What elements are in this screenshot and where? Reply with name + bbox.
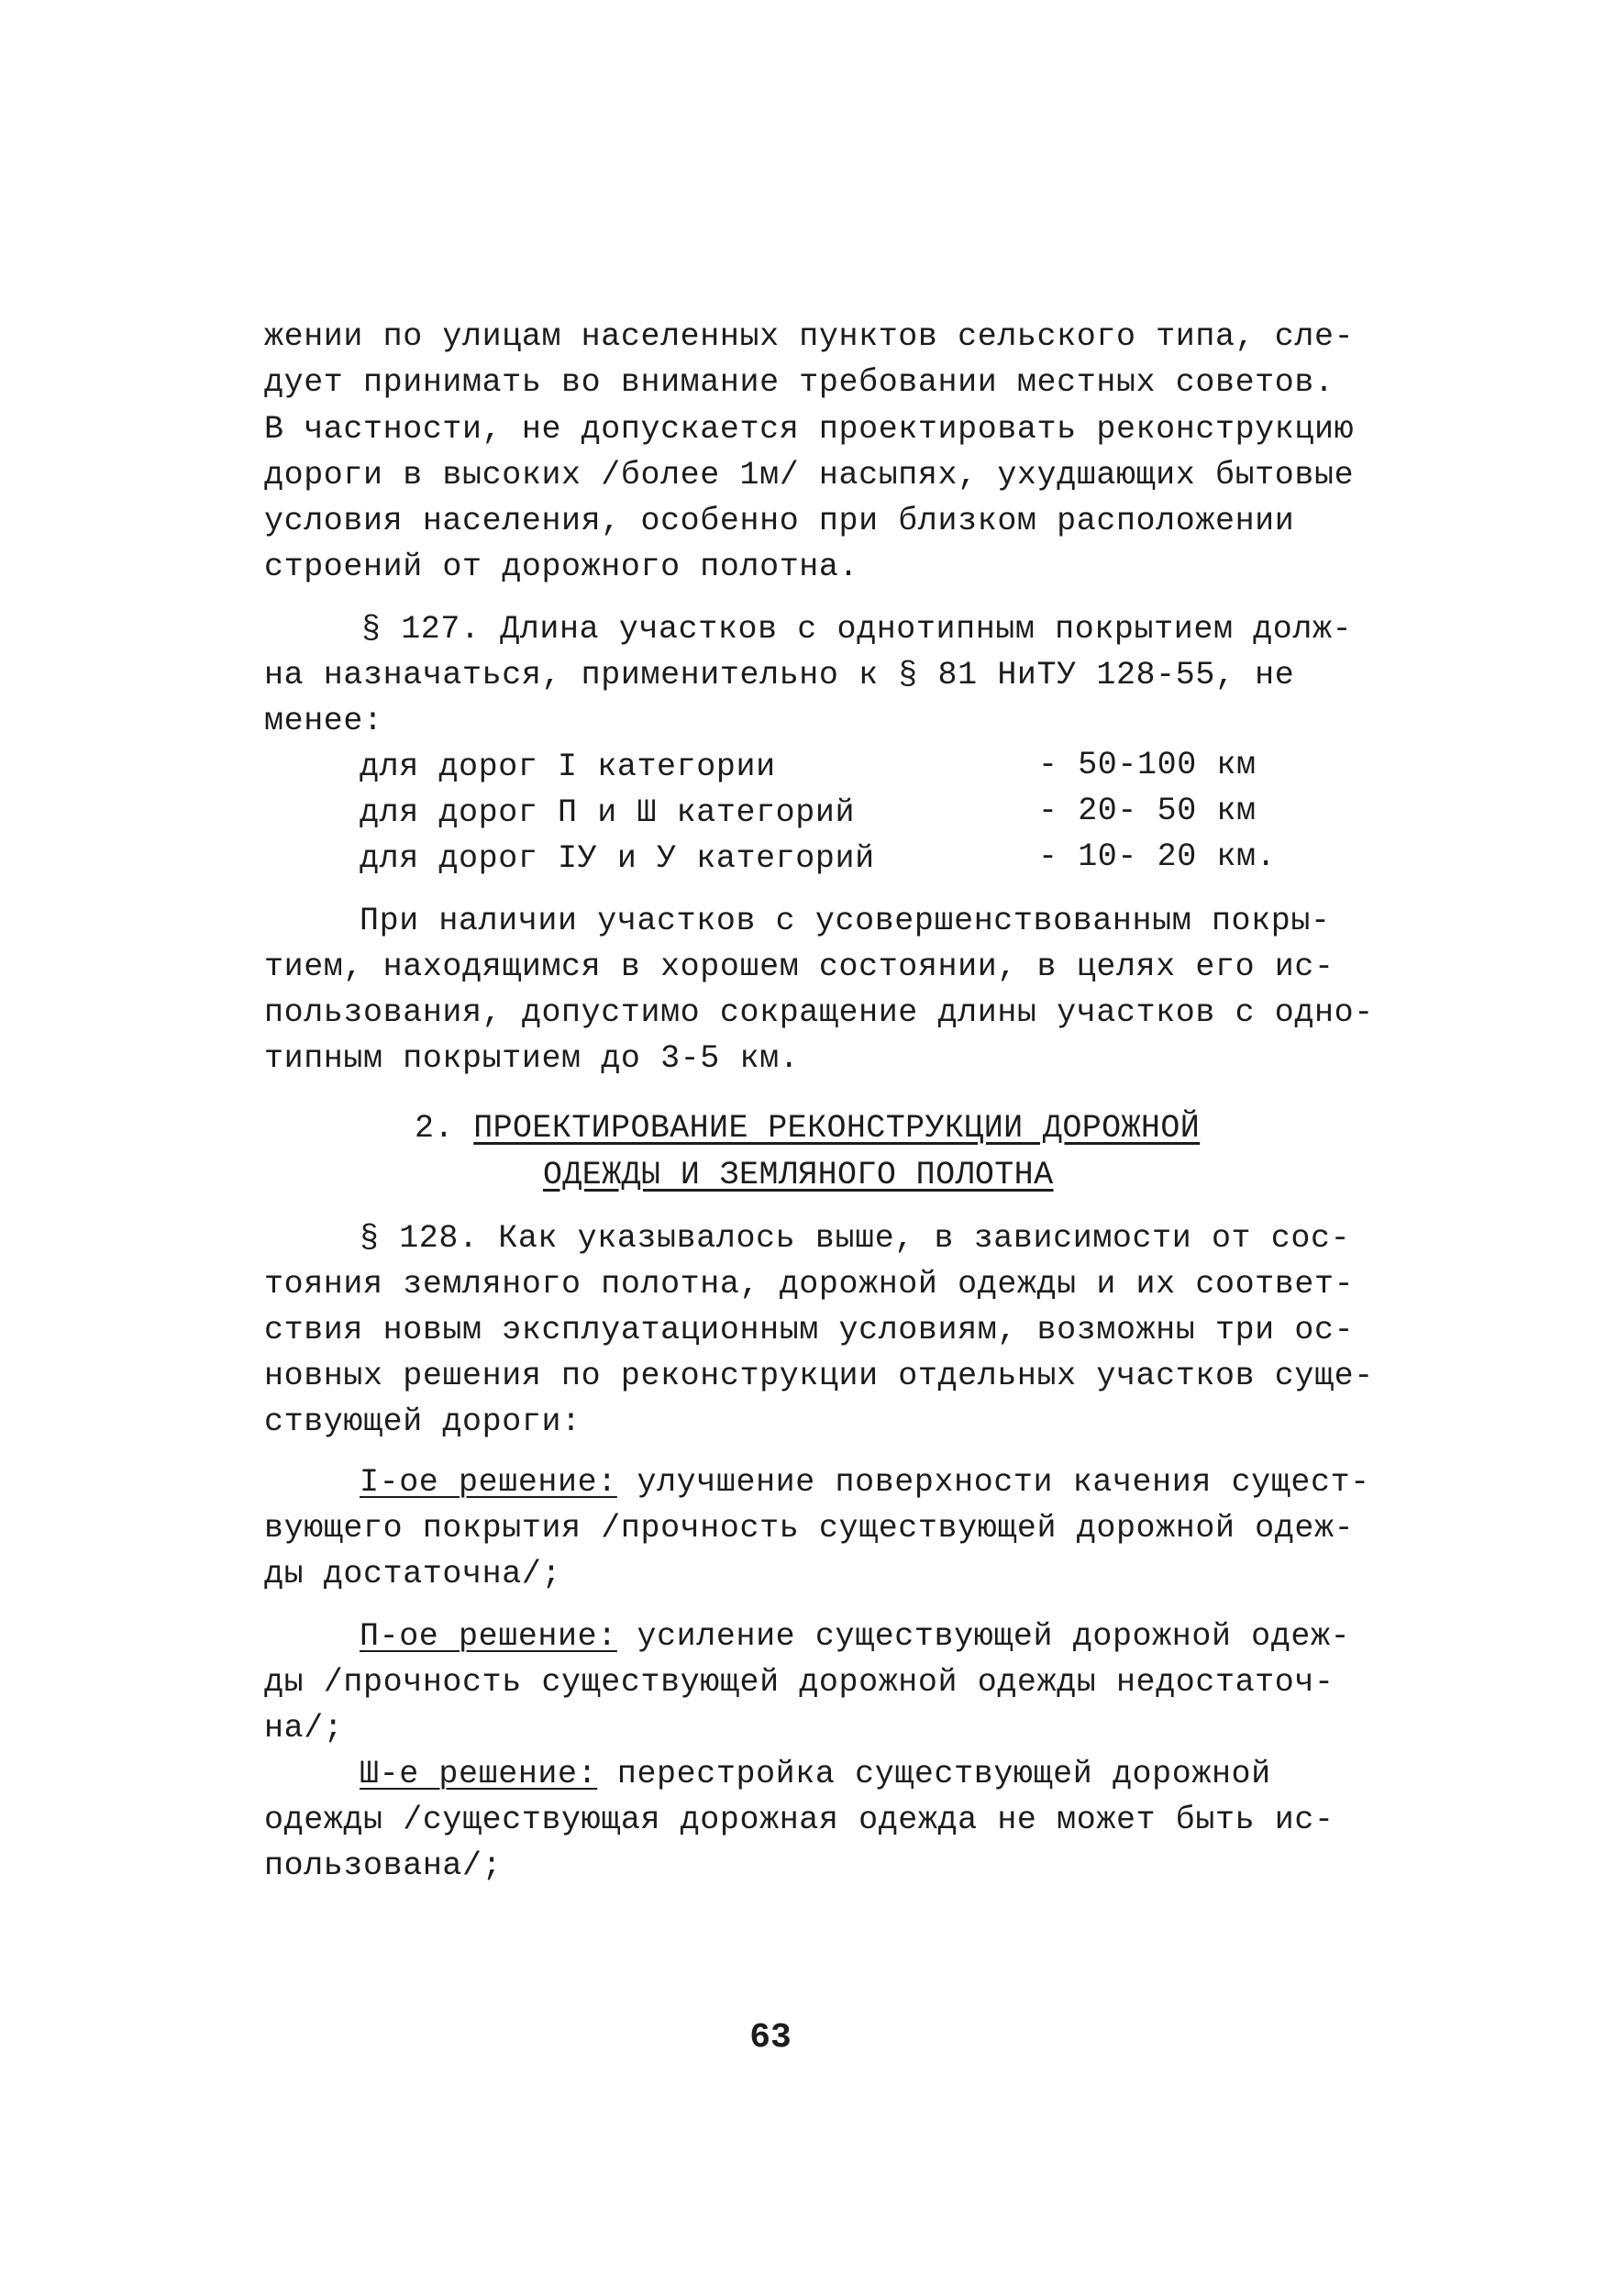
- section-title: ПРОЕКТИРОВАНИЕ РЕКОНСТРУКЦИИ ДОРОЖНОЙ: [473, 1110, 1201, 1147]
- section-127-line: на назначаться, применительно к § 81 НиТУ 128-55, не: [264, 657, 1295, 693]
- road-category-label: для дорог П и Ш категорий: [360, 794, 856, 831]
- improved-line: При наличии участков с усовершенствованным покры-: [360, 903, 1331, 939]
- improved-line: пользования, допустимо сокращение длины участков с одно-: [264, 994, 1374, 1031]
- intro-line: жении по улицам населенных пунктов сельского типа, сле-: [264, 318, 1355, 355]
- option-line: вующего покрытия /прочность существующей дорожной одеж-: [264, 1510, 1355, 1547]
- section-heading-line-2: [543, 1155, 1054, 1195]
- length-range-value: - 10- 20 км.: [1038, 838, 1277, 875]
- section-127-line: § 127. Длина участков с однотипным покрытием долж-: [361, 611, 1353, 648]
- improved-line: типным покрытием до 3-5 км.: [264, 1040, 800, 1077]
- option-line: ды достаточна/;: [264, 1556, 562, 1592]
- section-128-line: ствия новым эксплуатационным условиям, возможны три ос-: [264, 1312, 1355, 1348]
- option-term: Ш-е решение:: [360, 1756, 598, 1792]
- option-text: усиление существующей дорожной одеж-: [616, 1618, 1351, 1655]
- section-128-line: новных решения по реконструкции отдельных участков суще-: [264, 1358, 1374, 1394]
- option-line: одежды /существующая дорожная одежда не может быть ис-: [264, 1802, 1335, 1838]
- page-number: 63: [749, 2018, 792, 2058]
- section-heading-line-1: [415, 1108, 1200, 1148]
- road-category-label: для дорог IУ и У категорий: [360, 840, 875, 877]
- intro-line: В частности, не допускается проектировать реконструкцию: [264, 411, 1355, 448]
- section-127-line: менее:: [264, 703, 383, 739]
- option-term: I-ое решение:: [360, 1464, 617, 1501]
- improved-line: тием, находящимся в хорошем состоянии, в целях его ис-: [264, 948, 1335, 985]
- option-text: перестройка существующей дорожной: [597, 1756, 1271, 1792]
- section-128-line: § 128. Как указывалось выше, в зависимости от сос-: [360, 1220, 1351, 1257]
- section-128-line: ствующей дороги:: [264, 1403, 581, 1440]
- section-number: 2.: [415, 1110, 454, 1147]
- option-line: [360, 1754, 1271, 1794]
- intro-line: дует принимать во внимание требовании местных советов.: [264, 364, 1335, 401]
- intro-line: дороги в высоких /более 1м/ насыпях, ухудшающих бытовые: [264, 457, 1355, 494]
- intro-line: строений от дорожного полотна.: [264, 549, 859, 585]
- option-line: на/;: [264, 1710, 344, 1747]
- option-line: ды /прочность существующей дорожной одежды недостаточ-: [264, 1664, 1335, 1701]
- option-text: улучшение поверхности качения сущест-: [616, 1464, 1370, 1501]
- option-line: пользована/;: [264, 1847, 503, 1884]
- road-category-label: для дорог I категории: [360, 749, 776, 785]
- option-line: [360, 1616, 1350, 1657]
- length-range-value: - 50-100 км: [1038, 747, 1257, 783]
- option-line: [360, 1462, 1370, 1503]
- intro-line: условия населения, особенно при близком расположении: [264, 503, 1295, 539]
- option-term: П-ое решение:: [360, 1618, 617, 1655]
- length-range-value: - 20- 50 км: [1038, 793, 1257, 829]
- section-title-continuation: ОДЕЖДЫ И ЗЕМЛЯНОГО ПОЛОТНА: [543, 1157, 1054, 1193]
- section-128-line: тояния земляного полотна, дорожной одежды и их соответ-: [264, 1266, 1355, 1303]
